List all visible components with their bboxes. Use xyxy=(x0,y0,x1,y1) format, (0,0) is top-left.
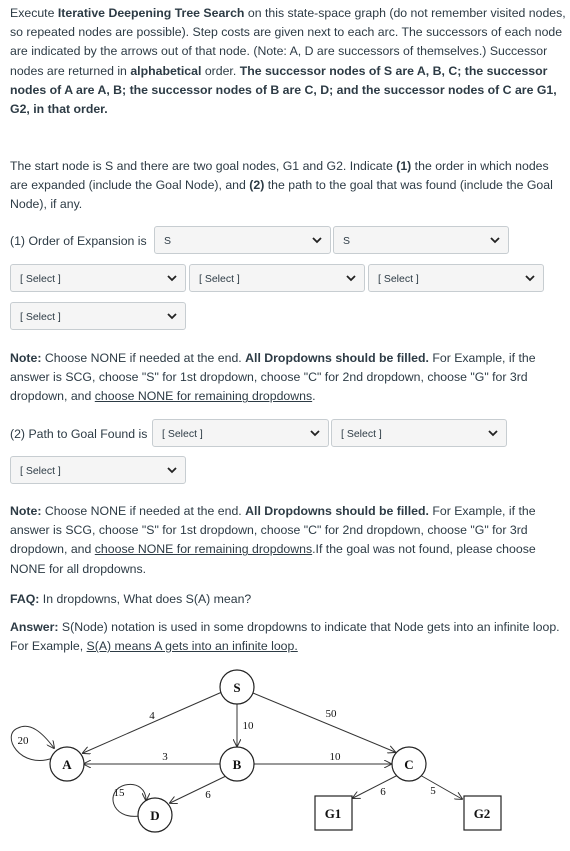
order-dropdown-2[interactable] xyxy=(333,226,509,254)
node-a-label: A xyxy=(62,757,72,772)
faq-question: FAQ: In dropdowns, What does S(A) mean? xyxy=(10,592,252,606)
cost-a-self: 20 xyxy=(17,735,29,747)
cost-s-c: 50 xyxy=(325,708,337,720)
node-c-label: C xyxy=(404,757,414,772)
order-dropdown-1-value: S xyxy=(164,235,172,247)
path-dropdown-1-value: [ Select ] xyxy=(162,428,203,440)
order-dropdown-3[interactable] xyxy=(10,264,186,292)
chevron-down-icon xyxy=(345,272,357,284)
note-paragraph-1: Note: Choose NONE if needed at the end. All Dropdowns should be filled. For Example, if the answer is SCG, choose "S" for 1st dropdown, choose "C" for 2nd dropdown, choose "G" for 3rd dropdown, and choose NONE for remaining dropdowns. xyxy=(10,351,536,404)
node-g1-label: G1 xyxy=(324,806,342,821)
order-dropdown-5[interactable] xyxy=(368,264,544,292)
cost-b-c: 10 xyxy=(329,751,341,763)
order-dropdown-4-value: [ Select ] xyxy=(199,273,240,285)
edge-s-a xyxy=(83,692,222,753)
edge-b-d xyxy=(170,776,226,803)
edge-c-g2 xyxy=(420,775,462,799)
chevron-down-icon xyxy=(166,272,178,284)
chevron-down-icon xyxy=(487,427,499,439)
order-label: (1) Order of Expansion is xyxy=(10,234,147,248)
node-b-label: B xyxy=(232,757,242,772)
order-dropdown-5-value: [ Select ] xyxy=(378,273,419,285)
path-dropdown-3-value: [ Select ] xyxy=(20,465,61,477)
path-dropdown-1[interactable] xyxy=(152,419,329,447)
faq-answer: Answer: S(Node) notation is used in some dropdowns to indicate that Node gets into an infinite loop. For Example, S(A) means A gets into an infinite loop. xyxy=(10,620,560,654)
edge-s-c xyxy=(253,693,395,752)
cost-d-self: 15 xyxy=(113,787,125,799)
state-space-graph xyxy=(0,660,570,851)
path-label: (2) Path to Goal Found is xyxy=(10,427,148,441)
order-dropdown-4[interactable] xyxy=(189,264,365,292)
cost-c-g2: 5 xyxy=(430,785,436,797)
chevron-down-icon xyxy=(489,234,501,246)
order-dropdown-6-value: [ Select ] xyxy=(20,311,61,323)
order-dropdown-1[interactable] xyxy=(154,226,331,254)
order-dropdown-2-value: S xyxy=(343,235,351,247)
cost-s-b: 10 xyxy=(242,720,254,732)
chevron-down-icon xyxy=(166,310,178,322)
chevron-down-icon xyxy=(309,427,321,439)
cost-c-g1: 6 xyxy=(380,786,386,798)
cost-s-a: 4 xyxy=(149,710,155,722)
order-dropdown-3-value: [ Select ] xyxy=(20,273,61,285)
cost-b-d: 6 xyxy=(205,789,211,801)
task-paragraph: The start node is S and there are two goal nodes, G1 and G2. Indicate (1) the order in which nodes are expanded (include the Goal Node), and (2) the path to the goal that was found (include the Goal Node), if any. xyxy=(10,159,553,212)
edge-c-g1 xyxy=(353,775,398,798)
path-dropdown-2[interactable] xyxy=(331,419,507,447)
path-dropdown-2-value: [ Select ] xyxy=(341,428,382,440)
node-g2-label: G2 xyxy=(473,806,491,821)
note-paragraph-2: Note: Choose NONE if needed at the end. All Dropdowns should be filled. For Example, if the answer is SCG, choose "S" for 1st dropdown, choose "C" for 2nd dropdown, choose "G" for 3rd dropdown, and choose NONE for remaining dropdowns.If the goal was not found, please choose NONE for all dropdowns. xyxy=(10,504,536,576)
path-dropdown-3[interactable] xyxy=(10,456,186,484)
intro-paragraph: Execute Iterative Deepening Tree Search on this state-space graph (do not remember visited nodes, so repeated nodes are possible). Step costs are given next to each arc. The successors of each node are indicated by the arrows out of that node. (Note: A, D are successors of themselves.) Successor nodes are returned in alphabetical order. The successor nodes of S are A, B, C; the successor nodes of A are A, B; the successor nodes of B are C, D; and the successor nodes of C are G1, G2, in that order. xyxy=(10,6,566,117)
chevron-down-icon xyxy=(311,234,323,246)
order-dropdown-6[interactable] xyxy=(10,302,186,330)
node-s-label: S xyxy=(233,680,241,695)
node-d-label: D xyxy=(150,808,160,823)
cost-b-a: 3 xyxy=(162,751,168,763)
chevron-down-icon xyxy=(524,272,536,284)
chevron-down-icon xyxy=(166,464,178,476)
